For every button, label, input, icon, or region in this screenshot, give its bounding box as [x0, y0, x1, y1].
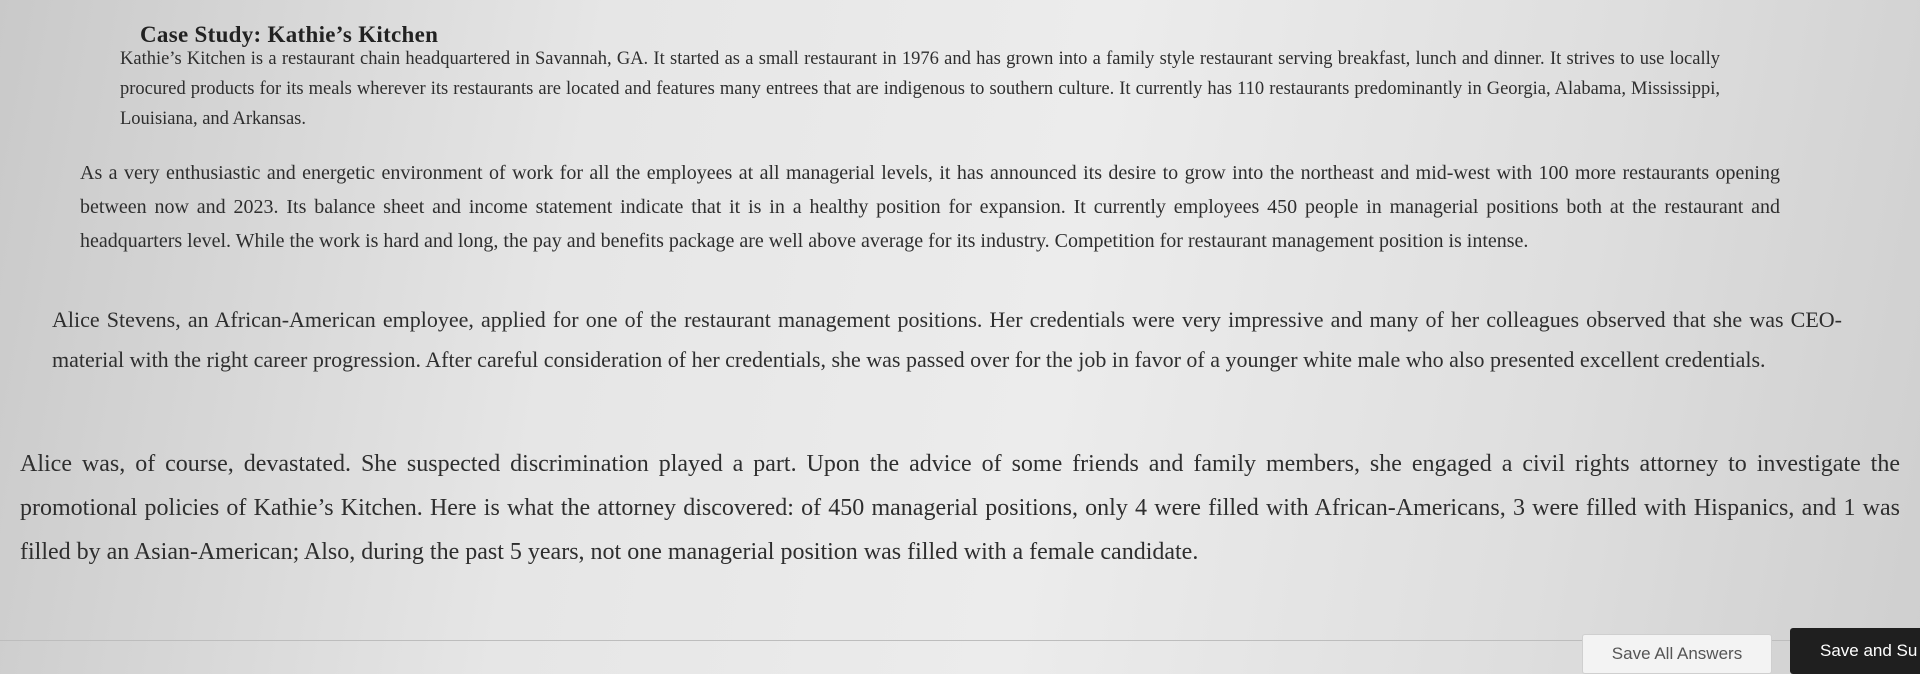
case-paragraph-2: As a very enthusiastic and energetic environment of work for all the employees at all managerial levels, it has announced its desire to grow into the northeast and mid-west with 100 more restaurants opening between now and 2023. Its balance sheet and income statement indicate that it is in a healthy position for expansion. It currently employees 450 people in managerial positions both at the restaurant and headquarters level. While the work is hard and long, the pay and benefits package are well above average for its industry. Competition for restaurant management position is intense.	[80, 162, 1780, 252]
case-paragraph-1: Kathie’s Kitchen is a restaurant chain headquartered in Savannah, GA. It started as a small restaurant in 1976 and has grown into a family style restaurant serving breakfast, lunch and dinner. It strives to use locally procured products for its meals wherever its restaurants are located and features many entrees that are indigenous to southern culture. It currently has 110 restaurants predominantly in Georgia, Alabama, Mississippi, Louisiana, and Arkansas.	[120, 49, 1720, 129]
case-paragraph-4: Alice was, of course, devastated. She suspected discrimination played a part. Upon the advice of some friends and family members, she engaged a civil rights attorney to investigate the promotional policies of Kathie’s Kitchen. Here is what the attorney discovered: of 450 managerial positions, only 4 were filled with African-Americans, 3 were filled with Hispanics, and 1 was filled by an Asian-American; Also, during the past 5 years, not one managerial position was filled with a female candidate.	[20, 451, 1900, 565]
case-paragraph-3: Alice Stevens, an African-American employee, applied for one of the restaurant management positions. Her credentials were very impressive and many of her colleagues observed that she was CEO-material with the right career progression. After careful consideration of her credentials, she was passed over for the job in favor of a younger white male who also presented excellent credentials.	[52, 307, 1842, 372]
save-and-submit-button[interactable]: Save and Su	[1790, 628, 1920, 674]
save-all-answers-button[interactable]: Save All Answers	[1582, 634, 1772, 674]
case-study-title: Case Study: Kathie’s Kitchen	[140, 22, 439, 47]
